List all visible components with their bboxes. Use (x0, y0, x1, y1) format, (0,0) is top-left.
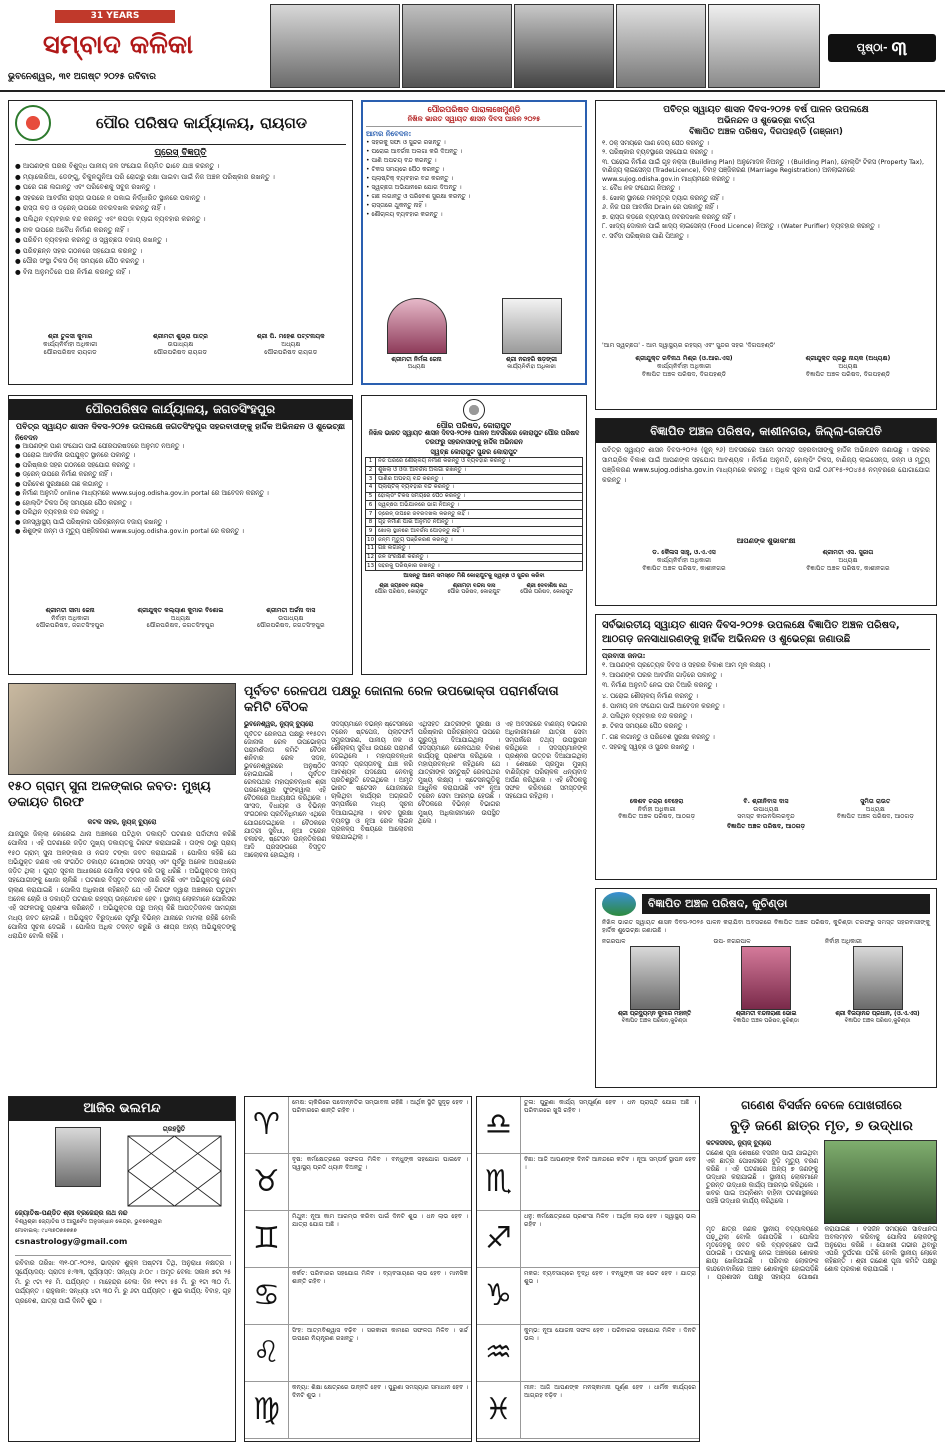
signature-role: ନିର୍ବାହୀ ଅଧିକାରୀ (637, 805, 676, 813)
news-ganesh (706, 1096, 937, 1442)
ad-koraput-motto: ସ୍ୱଚ୍ଛ କୋରାପୁଟ ସୁନ୍ଦର କୋରାପୁଟ (430, 447, 518, 456)
horoscope-text: ଧନୁ: କର୍ମକ୍ଷେତ୍ରରେ ପ୍ରଶଂସା ମିଳିବ । ଆର୍ଥିକ ଲାଭ ହେବ । ସ୍ୱାସ୍ଥ୍ୟ ଭଲ ରହିବ । (524, 1213, 696, 1229)
table-cell-index: 8 (366, 518, 376, 527)
list-item: ● ରାସ୍ତା କଡ଼ ଓ ଡ୍ରେନ୍ ଉପରେ ଜବରଦଖଲ କରନ୍ତୁ ନାହିଁ । (15, 204, 166, 213)
list-item: • ସହରକୁ ସଫା ଓ ସୁନ୍ଦର ରଖନ୍ତୁ । (366, 138, 446, 146)
signature-name: ଶ୍ରୀଯୁକ୍ତ ରବିନାଥ ମିଶ୍ର (ଓ.ଆର.ଏସ) (635, 355, 733, 363)
signature-name: ଶ୍ରୀମତୀ ଏସ. ସୁଜାତା (822, 549, 874, 557)
signature-org: ବିଜ୍ଞାପିତ ଅଞ୍ଚଳ ପରିଷଦ, କାଶୀନଗର (806, 564, 890, 572)
ad-digapahandi-title: ପବିତ୍ର ସ୍ୱାୟତ ଶାସନ ଦିବସ-୨୦୨୫ ବର୍ଷ ପାଳନ ଉପଲକ୍ଷେ (663, 105, 869, 115)
signature-org: ପୌରପରିଷଦ ରାୟଗଡ (264, 348, 318, 356)
ad-athgarh (595, 614, 937, 880)
table-row (366, 457, 583, 466)
ad-rayagada-signatures (15, 333, 346, 356)
ad-center-notice (361, 100, 587, 385)
list-item: ● ବିନା ଅନୁମତିରେ ଘର ନିର୍ମାଣ କରନ୍ତୁ ନାହିଁ । (15, 267, 131, 276)
table-cell-text: ହୋଲ୍ଡିଂ ଟିକସ ସମୟରେ ପୈଠ କରନ୍ତୁ । (376, 492, 583, 501)
ad-center-right-name: ଶ୍ରୀ ନରହରି ଷଡ଼ଙ୍ଗୀ (506, 356, 557, 363)
railway-byline: ଭୁବନେଶ୍ୱର, ନ୍ୟୁଜ୍ ବ୍ୟୁରୋ (244, 721, 314, 728)
signature-block (236, 333, 346, 356)
planet-chart (127, 1135, 222, 1207)
ad-kashinagar-body: ପବିତ୍ର ସ୍ୱାୟତ ଶାସନ ଦିବସ-୨୦୨୫ (ଜୁନ୍ ୨୬) ଅବସରରେ ଆମେ ସମସ୍ତ ସହରବାସୀଙ୍କୁ ହାର୍ଦ୍ଦିକ ଅଭିନନ୍ଦନ ଜଣାଉଛୁ । ସହରର ସାମଗ୍ରିକ ବିକାଶ ପାଇଁ ଆପଣଙ୍କ ସହଯୋଗ ଆବଶ୍ୟକ । ନିର୍ମାଣ ଅନୁମତି, ହୋଲ୍ଡିଂ ଟିକସ, ବାଣିଜ୍ୟ ଲାଇସେନ୍ସ, ଜନ୍ମ ଓ ମୃତ୍ୟୁ ପଞ୍ଜିକରଣ www.sujog.odisha.gov.in ମାଧ୍ୟମରେ କରନ୍ତୁ । ଅଧିକ ସୂଚନା ପାଇଁ ୦୬୮୧୫-୨୦୪୫୫ ନମ୍ବରରେ ଯୋଗାଯୋଗ କରନ୍ତୁ । (602, 446, 930, 485)
signature-block (15, 333, 125, 356)
signature-org: ପୌରପରିଷଦ ରାୟଗଡ (153, 348, 208, 356)
signature-role: ଉପାଧ୍ୟକ୍ଷ (753, 805, 779, 813)
ad-digapahandi-items (602, 140, 930, 340)
list-item: ● ସହରରେ ଆବର୍ଜନା ରାସ୍ତା ଉପରେ ନ ପକାଇ ନିର୍ଦ୍ଧାରିତ ସ୍ଥାନରେ ପକାନ୍ତୁ । (15, 193, 206, 202)
table-row (366, 536, 583, 545)
panchang-text: ରବିବାର ତାରିଖ: ୩୧-୦୮-୨୦୨୫, ଭାଦ୍ରବ ଶୁକ୍ଳ ଅଷ୍ଟମୀ ତିଥି, ଅନୁରାଧା ନକ୍ଷତ୍ର । ସୂର୍ଯ୍ୟୋଦୟ: ପ୍ରାତଃ ୫:୩୩, ସୂର୍ଯ୍ୟାସ୍ତ: ସନ୍ଧ୍ୟା ୬:୦୯ । ଅମୃତ ବେଳା: ସକାଳ ୭ଟା ୨୫ ମି. ରୁ ୯ଟା ୧୫ ମି. ପର୍ଯ୍ୟନ୍ତ । ମାହେନ୍ଦ୍ର ବେଳା: ଦିନ ୧୧ଟା ୫୫ ମି. ରୁ ୧ଟା ୩୦ ମି. ପର୍ଯ୍ୟନ୍ତ । ରାହୁକାଳ: ସନ୍ଧ୍ୟା ୪ଟା ୩୦ ମି. ରୁ ୬ଟା ପର୍ଯ୍ୟନ୍ତ । ଶୁଭ କାର୍ଯ୍ୟ: ବିବାହ, ଗୃହ ପ୍ରବେଶ, ଯାତ୍ରା ପାଇଁ ଦିନଟି ଶୁଭ । (15, 1255, 231, 1437)
horoscope-text: ବୃଷ: କର୍ମକ୍ଷେତ୍ରରେ ସଫଳତା ମିଳିବ । ବନ୍ଧୁଙ୍କ ସହଯୋଗ ପାଇବେ । ସ୍ୱାସ୍ଥ୍ୟ ପ୍ରତି ଧ୍ୟାନ ଦିଅନ୍ତୁ । (292, 1156, 468, 1172)
ganesh-headline-2: ବୁଡ଼ି ଜଣେ ଛାତ୍ର ମୃତ, ୭ ଉଦ୍ଧାର (730, 1118, 913, 1134)
portrait-right (502, 298, 562, 354)
person-photo (853, 946, 903, 1010)
ad-center-right-role: କାର୍ଯ୍ୟନିର୍ବାହୀ ଅଧିକାରୀ (507, 363, 556, 370)
person-org: ବିଜ୍ଞାପିତ ଅଞ୍ଚଳ ପରିଷଦ,କୁଚିଣ୍ଡା (621, 1018, 688, 1025)
person-photo (630, 946, 680, 1010)
person-card (602, 938, 707, 1025)
ତୁଳା-sign-icon: ♎ (477, 1097, 521, 1153)
signature-role: କାର୍ଯ୍ୟନିର୍ବାହୀ ଅଧିକାରୀ (657, 556, 711, 564)
person-photo (741, 946, 791, 1010)
list-item: ୫. ପାନୀୟ ଜଳ ସଂଯୋଗ ପାଇଁ ଆବେଦନ କରନ୍ତୁ । (602, 701, 725, 710)
signature-org: ବିଜ୍ଞାପିତ ଅଞ୍ଚଳ ପରିଷଦ, ଦିଗପହଣ୍ଡି (805, 370, 891, 378)
signature-org: ବିଜ୍ଞାପିତ ଅଞ୍ଚଳ ପରିଷଦ, ଆଠଗଡ଼ (836, 813, 914, 821)
list-item: ● ହୋଲ୍ଡିଂ ଟିକସ ଠିକ୍ ସମୟରେ ପୈଠ କରନ୍ତୁ । (15, 499, 132, 507)
municipal-logo-icon (15, 105, 51, 141)
list-item: ୬. ପଲିଥିନ ବ୍ୟବହାର ବନ୍ଦ କରନ୍ତୁ । (602, 712, 693, 721)
list-item: ୩. ଘରୋଇ ନିର୍ମାଣ ପାଇଁ ଗୃହ ନକ୍ସା (Building Plan) ଅନୁମୋଦନ ନିଅନ୍ତୁ । (Building Plan), ହୋଲ୍ଡିଂ ଟିକସ (Property Tax), ବାଣିଜ୍ୟ ଲାଇସେନ୍ସ (TradeLicence), ବିବାହ ପଞ୍ଜିକରଣ (Marriage Registration) ଅନଲାଇନରେ www.sujog.odisha.gov.in ମାଧ୍ୟମରେ କରନ୍ତୁ । (602, 158, 924, 183)
signature-block (15, 607, 125, 630)
signature-block (125, 607, 235, 630)
horoscope-row (245, 1268, 471, 1325)
signature-block (602, 549, 766, 572)
person-org: ବିଜ୍ଞାପିତ ଅଞ୍ଚଳ ପରିଷଦ,କୁଚିଣ୍ଡା (733, 1018, 799, 1025)
dateline: ଭୁବନେଶ୍ୱର, ୩୧ ଅଗଷ୍ଟ ୨୦୨୫ ରବିବାର (8, 72, 156, 82)
ad-kuchinda (595, 888, 937, 1088)
signature-block (125, 333, 235, 356)
astrologer-phone: ମୋବାଇଲ୍: ୯୪୩୭୦୭୭୭୭୭ (15, 1228, 77, 1234)
ମିଥୁନ-sign-icon: ♊ (245, 1211, 289, 1267)
signature-name: ଶ୍ରୀମତୀ ଅର୍ଚ୍ଚନା ଦାସ (266, 606, 316, 614)
table-cell-index: 6 (366, 501, 376, 510)
person-name: ଶ୍ରୀ ପ୍ରଦ୍ୟୁମ୍ନ କୁମାର ମହାନ୍ତି (617, 1011, 692, 1017)
banner-photo-craft (514, 4, 614, 88)
kuchinda-logo-icon (602, 892, 636, 916)
horoscope-row (245, 1154, 471, 1211)
astrologer-detail: ବିଶ୍ୱଶ୍ରୀ ଜ୍ୟୋତିଷ ଓ ଆୟୁର୍ବେଦ ଅନୁସନ୍ଧାନ କେନ୍ଦ୍ର, ଭୁବନେଶ୍ୱର (15, 1219, 162, 1225)
banner-photo-bridge (708, 4, 820, 88)
list-item: ୧. ଠିକ୍ ସମୟରେ ପାଣି ଦେୟ ପୈଠ କରନ୍ତୁ । (602, 139, 709, 147)
signature-block (821, 798, 930, 821)
list-item: • ରାସ୍ତାରେ ଥୁକନ୍ତୁ ନାହିଁ । (366, 202, 427, 210)
banner-photo-children (402, 4, 512, 88)
horoscope-row (245, 1097, 471, 1154)
horoscope-row (477, 1211, 699, 1268)
ad-koraput (361, 395, 587, 675)
ମକର-sign-icon: ♑ (477, 1268, 521, 1324)
list-item: ● ଡ୍ରେନ୍ ଉପରେ ନିର୍ମାଣ କରନ୍ତୁ ନାହିଁ । (15, 471, 113, 479)
ad-center-title: ନିଖିଳ ଭାରତ ସ୍ୱାୟତ ଶାସନ ଦିବସ ପାଳନ ୨୦୨୫ (366, 115, 582, 127)
list-item: ୩. ନିର୍ମାଣ ଅନୁମତି ନେଇ ଘର ତିଆରି କରନ୍ତୁ । (602, 681, 718, 690)
horoscope-title: ଆଜିର ଭଲମନ୍ଦ (9, 1097, 235, 1121)
signature-org: ପୌର ପରିଷଦ, କୋରାପୁଟ (447, 589, 501, 596)
signature-block (236, 607, 346, 630)
ad-athgarh-section: ପ୍ରବାସୀ ଜନତା: (602, 652, 646, 660)
ବୃଷ-sign-icon: ♉ (245, 1154, 289, 1210)
table-cell-text: ଶୁଖିଲା ଓ ଓଦା ଆବର୍ଜନା ଅଲଗା ରଖନ୍ତୁ । (376, 466, 583, 475)
ganesh-byline: କଟକସଦର, ନ୍ୟୁଜ୍ ବ୍ୟୁରୋ (706, 1140, 772, 1147)
signature-name: ଶ୍ରୀ ପି. ମହେଶ ପଟ୍ଟନାୟକ (256, 333, 325, 341)
ad-rayagada-subtitle: ପ୍ରେସ୍ ବିଜ୍ଞପ୍ତି (154, 148, 207, 158)
railway-col-2: ସଦସ୍ୟମାନେ ବିଭିନ୍ନ ଷ୍ଟେସନରେ ଟ୍ରେନ ଷ୍ଟପେଜ, ପ୍ଲାଟଫର୍ମ ସମ୍ପ୍ରସାରଣ, ପାନୀୟ ଜଳ ଓ ଶୌଚାଳୟ ସୁବିଧା ଉପରେ ପରାମର୍ଶ ଦେଇଥିଲେ । ମହାପ୍ରବନ୍ଧକ ସମସ୍ତ ପ୍ରସ୍ତାବକୁ ଯାଞ୍ଚ କରି ଆବଶ୍ୟକ ପଦକ୍ଷେପ ନେବାକୁ ପ୍ରତିଶ୍ରୁତି ଦେଇଥିଲେ । ଅମୃତ ଭାରତ ଷ୍ଟେସନ ଯୋଜନାରେ ଚାଲିଥିବା କାର୍ଯ୍ୟର ଅଗ୍ରଗତି ସମ୍ପର୍କରେ ମଧ୍ୟ ସୂଚନା ଦିଆଯାଇଥିଲା । କବଚ ସୁରକ୍ଷା ବ୍ୟବସ୍ଥା ଓ ନୂଆ ରେଳ ଲାଇନ ପ୍ରକଳ୍ପ ବିଷୟରେ ଆଲୋଚନା କରାଯାଇଥିଲା । (331, 721, 413, 841)
list-item: ୭. ରାସ୍ତା କଡ଼ରେ ବ୍ୟବସାୟ ଜବରଦଖଲ କରନ୍ତୁ ନାହିଁ । (602, 213, 736, 221)
list-item: • ଶୌଚାଳୟ ବ୍ୟବହାର କରନ୍ତୁ । (366, 211, 443, 219)
ad-jagatsinghpur-items (15, 443, 346, 603)
arrest-byline: କଟକ ସହର, ନ୍ୟୁଜ୍ ବ୍ୟୁରୋ (87, 818, 157, 826)
signature-role: ନିର୍ବାହୀ ଅଧିକାରୀ (51, 614, 90, 622)
signature-block (365, 583, 438, 597)
page-label: ପୃଷ୍ଠା- (856, 41, 888, 55)
horoscope-text: କୁମ୍ଭ: ନୂଆ ଯୋଜନା ସଫଳ ହେବ । ପରିବାରର ସହଯୋଗ ମିଳିବ । ଦିନଟି ଭଲ । (524, 1327, 696, 1343)
ସିଂହ-sign-icon: ♌ (245, 1325, 289, 1381)
railway-col-4: ଏହି ଅବସରରେ ବାଣିଜ୍ୟ ବିଭାଗର ଅଧିକାରୀମାନେ ଯାତ୍ରୀ ସେବା ସମ୍ପର୍କରେ ତଥ୍ୟ ଉପସ୍ଥାପନ କରିଥିଲେ । ସଦସ୍ୟମାନଙ୍କ ପ୍ରଶ୍ନର ଉତ୍ତର ଦିଆଯାଇଥିଲା । ଶେଷରେ ପ୍ରମୁଖ ମୁଖ୍ୟ ବାଣିଜ୍ୟିକ ପରିଚାଳକ ଧନ୍ୟବାଦ ଅର୍ପଣ କରିଥିଲେ । ଏହି ବୈଠକକୁ ସଫଳ କରିବାରେ ସମସ୍ତଙ୍କ ସହଯୋଗ ରହିଥିଲା । (505, 721, 587, 801)
ad-koraput-table (365, 457, 583, 571)
horoscope-signs-right (476, 1096, 700, 1442)
list-item: • ଟିକସ ସମୟରେ ପୈଠ କରନ୍ତୁ । (366, 165, 445, 173)
horoscope-text: ବିଛା: ଆଜି ଆପଣଙ୍କ ଦିନଟି ଆନନ୍ଦରେ କଟିବ । ନୂଆ ସମ୍ପର୍କ ସ୍ଥାପନ ହେବ । (524, 1156, 696, 1172)
horoscope-signs-left (244, 1096, 472, 1442)
signature-name: ସୁମିତା ରାଉତ (860, 797, 891, 805)
page-number: ୩ (891, 35, 908, 60)
ganesh-body-2: ମୃତ ଛାତ୍ର ଜଣକ ସ୍ଥାନୀୟ ବିଦ୍ୟାଳୟରେ ପଢ଼ୁଥିଲା ବୋଲି ଜଣାପଡ଼ିଛି । ପୋଲିସ ମୃତଦେହକୁ ଜବତ କରି ବ୍ୟବଚ୍ଛେଦ ପାଇଁ ପଠାଇଛି । ଘଟଣାକୁ ନେଇ ଅଞ୍ଚଳରେ ଶୋକର ଛାୟା ଖେଳିଯାଇଛି । ପରିବାର ଲୋକଙ୍କ କାନ୍ଦବୋବାଳିରେ ଅଞ୍ଚଳ ଶୋକାକୁଳ ହୋଇପଡ଼ିଛି । ପ୍ରଶାସନ ପକ୍ଷରୁ ସହାୟତା ଘୋଷଣା କରାଯାଇଛି । ବିସର୍ଜନ ସମୟରେ ସାବଧାନତା ଅବଲମ୍ବନ କରିବାକୁ ପୋଲିସ ଲୋକଙ୍କୁ ଅନୁରୋଧ କରିଛି । ପୋଖରୀ ଗଭୀର ଥିବାରୁ ଏପରି ଦୁର୍ଘଟଣା ଘଟିଛି ବୋଲି ସ୍ଥାନୀୟ ଲୋକେ କହିଛନ୍ତି । ଶ୍ରୀ ଗଣେଶ ପୂଜା କମିଟି ପକ୍ଷରୁ ଶୋକ ପ୍ରକାଶ କରାଯାଇଛି । (706, 1226, 937, 1282)
horoscope-row (477, 1154, 699, 1211)
arrest-body: ଯାଜପୁର ଜିଲ୍ଲା କୋରେଇ ଥାନା ଅଞ୍ଚଳରେ ଘଟିଥିବା ଡକାୟତି ଘଟଣାର ପର୍ଦ୍ଦାଫାସ କରିଛି ପୋଲିସ । ଏହି ଘଟଣାରେ ଜଡ଼ିତ ମୁଖ୍ୟ ଡକାୟତକୁ ଗିରଫ କରାଯାଇଛି । ତାଙ୍କ ଠାରୁ ପ୍ରାୟ ୧୫୦ ଗ୍ରାମ୍ ସୁନା ଅଳଙ୍କାର ଓ ନଗଦ ଟଙ୍କା ଜବତ କରାଯାଇଛି । ପୋଲିସ କହିଛି ଯେ ଅଭିଯୁକ୍ତ ଜଣକ ଏକ ସଂଗଠିତ ଡକାୟତ ଗୋଷ୍ଠୀର ସଦସ୍ୟ ଏବଂ ପୂର୍ବରୁ ଅନେକ ଅପରାଧରେ ଜଡ଼ିତ ଥିଲା । ଗୁପ୍ତ ସୂଚନା ଆଧାରରେ ପୋଲିସ ଚଢ଼ଉ କରି ତାକୁ ଧରିଛି । ଅଭିଯୁକ୍ତର ଅନ୍ୟ ସହଯୋଗୀଙ୍କୁ ଖୋଜା ଚାଲିଛି । ଘଟଣାର ବିସ୍ତୃତ ତଦନ୍ତ ଜାରି ରହିଛି ଏବଂ ଅଭିଯୁକ୍ତକୁ କୋର୍ଟ ଚାଲାଣ କରାଯାଇଛି । ପୋଲିସ ଅଧିକାରୀ କହିଛନ୍ତି ଯେ ଏହି ଗିରଫ ଦ୍ୱାରା ଅଞ୍ଚଳରେ ଘଟୁଥିବା ଅନେକ ଚୋରି ଓ ଡକାୟତି ଘଟଣାର ରହସ୍ୟ ଉନ୍ମୋଚନ ହେବ । ସ୍ଥାନୀୟ ଲୋକମାନେ ପୋଲିସର ଏହି ସଫଳତାକୁ ପ୍ରଶଂସା କରିଛନ୍ତି । ଅଭିଯୁକ୍ତର ଘରୁ ଅନ୍ୟ କିଛି ଆପତ୍ତିଜନକ ସାମଗ୍ରୀ ମଧ୍ୟ ଜବତ ହୋଇଛି । ଅଭିଯୁକ୍ତ ବିରୁଦ୍ଧରେ ପୂର୍ବରୁ ବିଭିନ୍ନ ଥାନାରେ ମାମଲା ରହିଛି ବୋଲି ପୋଲିସ ସୂଚନା ଦେଇଛି । ପୋଲିସ ଅଧିକ ତଦନ୍ତ କରୁଛି ଓ ଶୀଘ୍ର ଅନ୍ୟ ଅଭିଯୁକ୍ତଙ୍କୁ ଧରାଯିବ ବୋଲି କହିଛି । (8, 830, 236, 941)
signature-name: ଶ୍ରୀମତୀ ସୀମା ଜେନା (45, 606, 95, 614)
table-cell-text: ସହରକୁ ପରିଷ୍କାର ରଖନ୍ତୁ । (376, 562, 583, 571)
ad-koraput-footer: ଆସନ୍ତୁ ଆମେ ସମସ୍ତେ ମିଶି କୋରାପୁଟକୁ ସ୍ୱଚ୍ଛ ଓ ସୁନ୍ଦର କରିବା (403, 572, 545, 579)
signature-org: ବିଜ୍ଞାପିତ ଅଞ୍ଚଳ ପରିଷଦ, ଆଠଗଡ଼ (618, 813, 696, 821)
table-row (366, 562, 583, 571)
ganesh-photo (824, 1140, 937, 1224)
page-number-badge (828, 34, 936, 62)
signature-org: ପୌରପରିଷଦ, ଜଗତସିଂହପୁର (146, 622, 215, 630)
ad-kashinagar-title: ବିଜ୍ଞାପିତ ଅଞ୍ଚଳ ପରିଷଦ, କାଶୀନଗର, ଜିଲ୍ଲା-ଗଜପତି (596, 419, 936, 443)
ad-jagatsinghpur-subtitle: ପବିତ୍ର ସ୍ୱାୟତ ଶାସନ ଦିବସ-୨୦୨୫ ଉପଲକ୍ଷେ ଜଗତସିଂହପୁର ସହରବାସୀଙ୍କୁ ହାର୍ଦ୍ଦିକ ଅଭିନନ୍ଦନ ଓ ଶୁଭେଚ୍ଛା (16, 422, 345, 431)
years-badge: 31 YEARS (55, 10, 175, 23)
table-cell-text: ଜଳ ସଂରକ୍ଷଣ କରନ୍ତୁ । (376, 553, 583, 562)
ganesh-body-1: ଗଣେଶ ପୂଜା ଶେଷରେ ବିସର୍ଜନ ପାଇଁ ଯାଇଥିବା ଏକ ଛାତ୍ର ପୋଖରୀରେ ବୁଡ଼ି ମୃତ୍ୟୁ ବରଣ କରିଛି । ଏହି ଘଟଣାରେ ଅନ୍ୟ ୭ ଜଣଙ୍କୁ ଉଦ୍ଧାର କରାଯାଇଛି । ସ୍ଥାନୀୟ ଲୋକମାନେ ତୁରନ୍ତ ଉଦ୍ଧାର କାର୍ଯ୍ୟ ଆରମ୍ଭ କରିଥିଲେ । ଖବର ପାଇ ଅଗ୍ନିଶମ ବାହିନୀ ଘଟଣାସ୍ଥଳରେ ପହଞ୍ଚି ଉଦ୍ଧାର କାର୍ଯ୍ୟ କରିଥିଲେ । (706, 1150, 818, 1206)
signature-name: ଡ. କୈଳାସ ସାହୁ, ଓ.ଏ.ଏସ (652, 549, 716, 557)
list-item: ୪. ଘରୋଇ ଶୌଚାଳୟ ନିର୍ମାଣ କରନ୍ତୁ । (602, 691, 698, 700)
table-cell-index: 1 (366, 457, 376, 466)
table-cell-index: 10 (366, 536, 375, 543)
list-item: ୫. ଖୋଲା ସ୍ଥାନରେ ମଳମୂତ୍ର ତ୍ୟାଗ କରନ୍ତୁ ନାହିଁ । (602, 194, 724, 202)
signature-block (766, 549, 930, 572)
signature-role: ଅଧ୍ୟକ୍ଷ (865, 805, 885, 813)
list-item: • ଘରୋଇ ଆବର୍ଜନା ଅଲଗା କରି ଦିଅନ୍ତୁ । (366, 147, 463, 155)
ad-center-section: ଆମର ନିବେଦନ: (366, 129, 412, 138)
table-cell-index: 4 (366, 483, 376, 492)
କୁମ୍ଭ-sign-icon: ♒ (477, 1325, 521, 1381)
ad-digapahandi-signatures (602, 355, 930, 378)
list-item: ● ପୌର ସଂସ୍ଥା ଟିକସ ଠିକ୍ ସମୟରେ ପୈଠ କରନ୍ତୁ । (15, 257, 145, 266)
table-cell-text: ସ୍ୱଚ୍ଛତା ଅଭିଯାନରେ ଭାଗ ନିଅନ୍ତୁ । (376, 501, 583, 510)
କନ୍ୟା-sign-icon: ♍ (245, 1382, 289, 1438)
person-name: ଶ୍ରୀ ବିଜୟାନନ୍ଦ ପ୍ରଧାନ, (ଓ.ଏ.ଏସ) (835, 1011, 920, 1017)
ଧନୁ-sign-icon: ♐ (477, 1211, 521, 1267)
list-item: ● ଶିଶୁଙ୍କ ଜନ୍ମ ଓ ମୃତ୍ୟୁ ପଞ୍ଜିକରଣ www.sujog.odisha.gov.in portal ରେ କରନ୍ତୁ । (15, 528, 244, 536)
table-cell-index: 2 (366, 466, 376, 475)
table-row (366, 475, 583, 484)
list-item: ୯. ସର୍ବଦା ପରିଷ୍କାର ପାଣି ପିଅନ୍ତୁ । (602, 232, 689, 240)
signature-org: ପୌରପରିଷଦ ରାୟଗଡ (43, 348, 97, 356)
ad-jagatsinghpur-signatures (15, 607, 346, 630)
horoscope-text: ତୁଳା: ପୁରୁଣା କାର୍ଯ୍ୟ ସମ୍ପୂର୍ଣ୍ଣ ହେବ । ଧନ ପ୍ରାପ୍ତି ଯୋଗ ଅଛି । ପରିବାରରେ ଖୁସି ରହିବ । (524, 1099, 696, 1115)
ad-center-header: ପୌରପରିଷଦ ପାରାଳାଖେମୁଣ୍ଡି (427, 105, 521, 114)
table-cell-index: 7 (366, 510, 376, 519)
horoscope-row (477, 1268, 699, 1325)
ad-koraput-signatures (365, 583, 583, 597)
signature-org: ସମସ୍ତ କାଉନସିଲରବୃନ୍ଦ (737, 813, 795, 821)
list-item: ● ଆପଣଙ୍କ ଘରର ବିଶୁଦ୍ଧ ପାନୀୟ ଜଳ ସଂଯୋଗ ନିୟମିତ ଭାବେ ଯାଞ୍ଚ କରନ୍ତୁ । (15, 162, 220, 171)
chart-caption: ଗ୍ରହସ୍ଥିତି (162, 1125, 186, 1133)
list-item: • ପ୍ଲାଷ୍ଟିକ୍ ବ୍ୟବହାର ବନ୍ଦ କରନ୍ତୁ । (366, 174, 454, 182)
portrait-left (387, 298, 447, 354)
list-item: • ସ୍ୱଚ୍ଛତା ଅଭିଯାନରେ ଯୋଗ ଦିଅନ୍ତୁ । (366, 183, 462, 191)
horoscope-row (477, 1382, 699, 1439)
ganesh-headline-1: ଗଣେଶ ବିସର୍ଜନ ବେଳେ ପୋଖରୀରେ (741, 1098, 902, 1112)
astrologer-photo (55, 1127, 101, 1187)
table-cell-text: ଗୃହ ନିର୍ମାଣ ପାଇଁ ଅନୁମତି ନିଅନ୍ତୁ । (376, 518, 583, 527)
table-row (366, 483, 583, 492)
ad-kashinagar-greeting: ଆପଣଙ୍କ ଶୁଭାକାଂକ୍ଷୀ (736, 537, 796, 546)
list-item: ● ପଲିଥିନ ବ୍ୟବହାର ବନ୍ଦ କରନ୍ତୁ । (15, 509, 104, 517)
horoscope-row (477, 1097, 699, 1154)
horoscope-text: ସିଂହ: ଆତ୍ମବିଶ୍ୱାସ ବଢ଼ିବ । ସରକାରୀ କାମରେ ସଫଳତା ମିଳିବ । ଖର୍ଚ୍ଚ ଉପରେ ନିୟନ୍ତ୍ରଣ ରଖନ୍ତୁ । (292, 1327, 468, 1343)
table-cell-index: 9 (366, 527, 376, 536)
signature-block (766, 355, 930, 378)
arrest-photo (8, 683, 236, 775)
signature-name: ଶ୍ରୀଯୁକ୍ତ କଲ୍ୟାଣ କୁମାର ବିଶୋଇ (137, 606, 224, 614)
ad-rayagada-title: ପୌର ପରିଷଦ କାର୍ଯ୍ୟାଳୟ, ରାୟଗଡ (95, 113, 308, 132)
ad-kuchinda-title: ବିଜ୍ଞାପିତ ଅଞ୍ଚଳ ପରିଷଦ, କୁଚିଣ୍ଡା (642, 894, 930, 914)
list-item: ● ନାଳ ଉପରେ ଅବୈଧ ନିର୍ମାଣ କରନ୍ତୁ ନାହିଁ । (15, 225, 129, 234)
signature-org: ପୌର ପରିଷଦ, କୋରାପୁଟ (520, 589, 574, 596)
signature-role: ଅଧ୍ୟକ୍ଷ (170, 614, 191, 622)
ad-koraput-title: ନିଖିଳ ଭାରତ ସ୍ୱାୟତ ଶାସନ ଦିବସ-୨୦୨୫ ପାଳନ ଅବସରରେ କୋରାପୁଟ ପୌର ପରିଷଦ ତରଫରୁ ସହରବାସୀଙ୍କୁ ହାର୍ଦ୍ଦିକ ଅଭିନନ୍ଦନ (368, 430, 580, 446)
ad-rayagada-items (15, 162, 346, 327)
person-card (714, 938, 819, 1025)
signature-name: କେଶବ ଚନ୍ଦ୍ର ବେହେରା (629, 797, 684, 805)
railway-headline: ପୂର୍ବତଟ ରେଳପଥ ପକ୍ଷରୁ ଜୋନାଲ ରେଳ ଉପଭୋକ୍ତା ପରାମର୍ଶଦାତା କମିଟି ବୈଠକ (244, 683, 559, 715)
table-cell-text: ନିଜ ଘରରେ ଶୌଚାଳୟ ନିର୍ମାଣ କରନ୍ତୁ ଓ ବ୍ୟବହାର କରନ୍ତୁ । (376, 457, 583, 466)
ମୀନ-sign-icon: ♓ (477, 1382, 521, 1438)
list-item: ● ପରିବେଶ ସୁରକ୍ଷାରେ ଗଛ ଲଗାନ୍ତୁ । (15, 480, 108, 488)
table-row (366, 501, 583, 510)
list-item: ୨. ପରିଷ୍କାର ବ୍ୟବସ୍ଥାରେ ସହଯୋଗ କରନ୍ତୁ । (602, 149, 713, 156)
ad-athgarh-title: ସର୍ବଭାରତୀୟ ସ୍ୱାୟତ ଶାସନ ଦିବସ-୨୦୨୫ ଉପଲକ୍ଷେ ବିଜ୍ଞାପିତ ଅଞ୍ଚଳ ପରିଷଦ, ଆଠଗଡ଼ ଜନସାଧାରଣଙ୍କୁ ହାର୍ଦ୍ଦିକ ଅଭିନନ୍ଦନ ଓ ଶୁଭେଚ୍ଛା ଜଣାଉଛି (602, 619, 930, 650)
horoscope-text: ମକର: ବ୍ୟବସାୟରେ ବୃଦ୍ଧି ହେବ । ବନ୍ଧୁଙ୍କ ସହ ଭେଟ ହେବ । ଯାତ୍ରା ଶୁଭ । (524, 1270, 696, 1286)
horoscope-row (245, 1211, 471, 1268)
signature-block (711, 798, 820, 821)
signature-role: କାର୍ଯ୍ୟନିର୍ବାହୀ ଅଧିକାରୀ (43, 341, 98, 348)
ad-kashinagar-signatures (602, 549, 930, 572)
person-title: ନିର୍ବାହୀ ଅଧିକାରୀ (825, 937, 862, 945)
ad-kashinagar (595, 418, 937, 606)
ad-center-left-role: ଅଧ୍ୟକ୍ଷ (407, 363, 426, 370)
horoscope-panel (8, 1096, 236, 1442)
signature-name: ଶ୍ରୀ ଜୟଦେବ ନାୟକ (379, 582, 424, 589)
ad-digapahandi-subtitle: ଅଭିନନ୍ଦନ ଓ ଶୁଭେଚ୍ଛା ବାର୍ତ୍ତା (717, 116, 815, 127)
list-item: ● ନିର୍ମାଣ ଅନୁମତି online ମାଧ୍ୟମରେ www.sujog.odisha.gov.in portal ରେ ଆବେଦନ କରନ୍ତୁ । (15, 490, 269, 498)
table-row (366, 544, 583, 553)
astrologer-name: ଜ୍ୟୋତିଷ-ପଣ୍ଡିତ ଶ୍ରୀ ବ୍ରଜେନ୍ଦ୍ର ନାଥ ନନ୍ଦ (15, 1209, 128, 1217)
signature-role: ଅଧ୍ୟକ୍ଷ (281, 341, 301, 348)
railway-col-1: ପୂର୍ବତଟ ରେଳପଥ ପକ୍ଷରୁ ୧୧୫ତମ ଜୋନାଲ ରେଳ ଉପଭୋକ୍ତା ପରାମର୍ଶଦାତା କମିଟି ବୈଠକ ଶନିବାର ରେଳ ସଦନ, ଭୁବନେଶ୍ୱରରେ ଅନୁଷ୍ଠିତ ହୋଇଯାଇଛି । ପୂର୍ବତଟ ରେଳପଥର ମହାପ୍ରବନ୍ଧକ ଶ୍ରୀ ପରମେଶ୍ୱର ଫୁଙ୍କୱାଲ ଏହି ବୈଠକରେ ଅଧ୍ୟକ୍ଷତା କରିଥିଲେ । ସାଂସଦ, ବିଧାୟକ ଓ ବିଭିନ୍ନ ସଂଗଠନର ପ୍ରତିନିଧିମାନେ ଏଥିରେ ଯୋଗଦେଇଥିଲେ । ବୈଠକରେ ଯାତ୍ରୀ ସୁବିଧା, ନୂଆ ଟ୍ରେନ ଚଳାଚଳ, ଷ୍ଟେସନ ଉନ୍ନତିକରଣ ଆଦି ପ୍ରସଙ୍ଗରେ ବିସ୍ତୃତ ଆଲୋଚନା ହୋଇଥିଲା । (244, 731, 326, 859)
ad-jagatsinghpur (8, 395, 353, 675)
person-org: ବିଜ୍ଞାପିତ ଅଞ୍ଚଳ ପରିଷଦ,କୁଚିଣ୍ଡା (844, 1018, 911, 1025)
list-item: ୨. ଆପଣଙ୍କ ଘରର ଆବର୍ଜନା ଗାଡ଼ିରେ ପକାନ୍ତୁ । (602, 671, 722, 680)
signature-org: ବିଜ୍ଞାପିତ ଅଞ୍ଚଳ ପରିଷଦ, ଦିଗପହଣ୍ଡି (641, 370, 727, 378)
signature-block (602, 798, 711, 821)
signature-role: ଅଧ୍ୟକ୍ଷ (838, 363, 858, 370)
ad-digapahandi-slogan: 'ଆମ ସ୍ୱଚ୍ଛତା' - ଆମ ସ୍ୱାସ୍ଥ୍ୟର ରହସ୍ୟ ଏବଂ ସୁନ୍ଦର ସହର 'ଦିଗପହଣ୍ଡି' (602, 341, 776, 349)
ad-kuchinda-people (602, 938, 930, 1025)
list-item: ● ଘରୋଇ ଆବର୍ଜନା ଉପଯୁକ୍ତ ସ୍ଥାନରେ ପକାନ୍ତୁ । (15, 452, 135, 460)
signature-name: ଶ୍ରୀମତୀ ବନ୍ଦନା ଦାସ (452, 582, 496, 589)
list-item: • ଗଛ ଲଗାନ୍ତୁ ଓ ପରିବେଶ ସୁରକ୍ଷା କରନ୍ତୁ । (366, 193, 471, 201)
list-item: ● ମ୍ୟାଲେରିଆ, ଡେଙ୍ଗୁ, ଚିକୁନଗୁନିଆ ପରି ରୋଗରୁ ରକ୍ଷା ପାଇବା ପାଇଁ ନିଜ ଅଞ୍ଚଳ ପରିଷ୍କାର ରଖନ୍ତୁ । (15, 172, 275, 181)
table-cell-index: 5 (366, 492, 376, 501)
table-row (366, 553, 583, 562)
paper-name: ସମ୍ବାଦ କଳିକା (42, 30, 194, 60)
ମେଷ-sign-icon: ♈ (245, 1097, 289, 1153)
signature-role: ଉପାଧ୍ୟକ୍ଷ (278, 614, 304, 622)
list-item: ● ପରିଚ୍ଛନ୍ନ ସହର ଗଠନରେ ସହଯୋଗ କରନ୍ତୁ । (15, 246, 143, 255)
signature-block (510, 583, 583, 597)
horoscope-row (245, 1382, 471, 1439)
list-item: ୮. ଗଛ ଲଗାନ୍ତୁ ଓ ପରିବେଶ ସୁରକ୍ଷା କରନ୍ତୁ । (602, 732, 715, 741)
table-cell-index: 3 (366, 475, 376, 484)
signature-name: ଶ୍ରୀମତୀ ଶୁଭ୍ରା ପାତ୍ର (153, 333, 208, 341)
list-item: ● ପଲିଥିନ ବ୍ୟବହାର ବନ୍ଦ କରନ୍ତୁ ଏବଂ କପଡ଼ା ବ୍ୟାଗ ବ୍ୟବହାର କରନ୍ତୁ । (15, 214, 206, 223)
signature-org: ବିଜ୍ଞାପିତ ଅଞ୍ଚଳ ପରିଷଦ, କାଶୀନଗର (642, 564, 726, 572)
news-arrest (8, 683, 236, 1088)
list-item: ୪. ବୈଧ ନଳ ସଂଯୋଗ ନିଅନ୍ତୁ । (602, 185, 680, 192)
table-cell-text: ପ୍ଲାଷ୍ଟିକ୍ ବ୍ୟବହାର ବନ୍ଦ କରନ୍ତୁ । (376, 483, 583, 492)
masthead (0, 0, 945, 92)
table-row (366, 466, 583, 475)
table-cell-text: ଖୋଲା ସ୍ଥାନରେ ଆବର୍ଜନା ପୋଡ଼ନ୍ତୁ ନାହିଁ । (376, 527, 583, 536)
table-cell-text: ଡ୍ରେନ୍ ଉପରେ ଜବରଦଖଲ କରନ୍ତୁ ନାହିଁ । (376, 510, 583, 519)
list-item: ● ଆପଣଙ୍କ ପାଣି ସଂଯୋଗ ପାଇଁ ପୌରପରିଷଦରେ ଅନୁମତି ନିଅନ୍ତୁ । (15, 442, 185, 450)
horoscope-text: ମୀନ: ଆଜି ଆପଣଙ୍କ ମନସ୍କାମନା ପୂର୍ଣ୍ଣ ହେବ । ଧାର୍ମିକ କାର୍ଯ୍ୟରେ ଆଗ୍ରହ ବଢ଼ିବ । (524, 1384, 696, 1400)
list-item: ୭. ଟିକସ ସମୟରେ ପୈଠ କରନ୍ତୁ । (602, 722, 688, 731)
table-row (366, 527, 583, 536)
signature-role: କାର୍ଯ୍ୟନିର୍ବାହୀ ଅଧିକାରୀ (657, 363, 711, 370)
signature-role: ଅଧ୍ୟକ୍ଷ (838, 556, 858, 564)
signature-org: ପୌରପରିଷଦ, ଜଗତସିଂହପୁର (36, 622, 105, 630)
list-item: ୬. ନିଜ ଘର ଆବର୍ଜନା Drain ରେ ପକାନ୍ତୁ ନାହିଁ । (602, 204, 719, 211)
horoscope-text: ମିଥୁନ: ନୂଆ କାମ ଆରମ୍ଭ କରିବା ପାଇଁ ଦିନଟି ଶୁଭ । ଧନ ଲାଭ ହେବ । ଯାତ୍ରା ଯୋଗ ଅଛି । (292, 1213, 468, 1229)
signature-block (438, 583, 511, 597)
signature-role: ଉପାଧ୍ୟକ୍ଷ (167, 341, 194, 348)
ad-athgarh-signatures (602, 798, 930, 821)
table-row (366, 492, 583, 501)
ad-koraput-header: ପୌର ପରିଷଦ, କୋରାପୁଟ (436, 421, 512, 430)
news-railway (244, 683, 587, 1088)
list-item: ● ଘରେ ଗଛ ଲଗାନ୍ତୁ ଏବଂ ପରିବେଶକୁ ସବୁଜ ରଖନ୍ତୁ । (15, 183, 156, 192)
list-item: ୧. ଆପଣଙ୍କ ପ୍ରତ୍ୟେକ ଦିବସ ଓ ସହରର ବିକାଶ ଆମ ମୂଳ ଲକ୍ଷ୍ୟ । (602, 660, 771, 669)
ad-digapahandi (595, 100, 937, 410)
koraput-logo-icon (463, 399, 485, 421)
person-title: ଉପ- ନଗରପାଳ (713, 937, 751, 945)
ad-jagatsinghpur-title: ପୌରପରିଷଦ କାର୍ଯ୍ୟାଳୟ, ଜଗତସିଂହପୁର (9, 399, 352, 420)
signature-name: ଶ୍ରୀଯୁକ୍ତ ପ୍ରଭୁ ନାୟକ (ଅଧ୍ୟକ୍ଷ) (805, 355, 891, 363)
ବିଛା-sign-icon: ♏ (477, 1154, 521, 1210)
person-title: ନଗରପାଳ (602, 937, 626, 945)
table-cell-text: ଗଛ ଲଗାନ୍ତୁ । (376, 544, 583, 553)
ad-kuchinda-body: ନିଖିଳ ଭାରତ ସ୍ୱାୟତ ଶାସନ ଦିବସ-୨୦୨୫ ପାଳନ କରାଯିବା ଅବସରରେ ବିଜ୍ଞାପିତ ଅଞ୍ଚଳ ପରିଷଦ, କୁଚିଣ୍ଡା ତରଫରୁ ସମସ୍ତ ସହରବାସୀଙ୍କୁ ହାର୍ଦ୍ଦିକ ଶୁଭେଚ୍ଛା ଜଣାଉଛି । (602, 919, 930, 934)
railway-col-3: ଏଥିସହିତ ଯାତ୍ରୀଙ୍କ ସୁରକ୍ଷା ଓ ପରିଷ୍କାର ପରିଚ୍ଛନ୍ନତା ଉପରେ ଗୁରୁତ୍ୱ ଦିଆଯାଇଥିଲା । ସଦସ୍ୟମାନେ ରେଳପଥର ବିକାଶ କାର୍ଯ୍ୟକୁ ପ୍ରଶଂସା କରିଥିଲେ । ମହାପ୍ରବନ୍ଧକ କହିଥିଲେ ଯେ ଯାତ୍ରୀଙ୍କ ସନ୍ତୁଷ୍ଟି ରେଳପଥର ମୁଖ୍ୟ ଲକ୍ଷ୍ୟ । ଷ୍ଟେସନଗୁଡ଼ିକୁ ଆଧୁନିକ କରାଯାଉଛି ଏବଂ ନୂଆ ଟ୍ରେନ ସେବା ଆରମ୍ଭ ହେଉଛି । ବୈଠକରେ ବିଭିନ୍ନ ବିଭାଗର ମୁଖ୍ୟ ଅଧିକାରୀମାନେ ଉପସ୍ଥିତ ଥିଲେ । (418, 721, 500, 825)
list-item: • ପାଣି ଅପଚୟ ବନ୍ଦ କରନ୍ତୁ । (366, 156, 437, 164)
ad-athgarh-items (602, 661, 930, 793)
table-row (366, 518, 583, 527)
signature-name: ବି. ଶ୍ରୀନିବାସ ଦାସ (743, 797, 789, 805)
arrest-headline: ୧୫୦ ଗ୍ରାମ୍ ସୁନା ଅଳଙ୍କାର ଜବତ: ମୁଖ୍ୟ ଡକାୟତ ଗିରଫ (8, 778, 211, 809)
list-item: ୯. ସହରକୁ ସ୍ୱଚ୍ଛ ଓ ସୁନ୍ଦର ରଖନ୍ତୁ । (602, 743, 695, 751)
signature-org: ପୌର ପରିଷଦ, କୋରାପୁଟ (374, 589, 428, 596)
ad-center-left-name: ଶ୍ରୀମତୀ ନିର୍ମଳା ଜେନା (391, 356, 442, 363)
list-item: ୮. ଖାଦ୍ୟ ଦୋକାନ ପାଇଁ ଖାଦ୍ୟ ଲାଇସେନ୍ସ (Food Licence) ନିଅନ୍ତୁ । (Water Purifier) ବ୍ୟବହାର କରନ୍ତୁ । (602, 223, 880, 230)
banner-photo-temple (270, 4, 400, 88)
list-item: ● ପରିଚିମ ବ୍ୟବହାର କରନ୍ତୁ ଓ ସ୍ୱଚ୍ଛତା ବଜାୟ ରଖନ୍ତୁ । (15, 236, 168, 245)
person-name: ଶ୍ରୀମତୀ ବନ୍ଦନାରାଣୀ ଭୋଇ (735, 1011, 797, 1017)
astrologer-email[interactable]: csnastrology@gmail.com (15, 1237, 128, 1246)
table-cell-index: 11 (366, 545, 375, 552)
ad-athgarh-footer-org: ବିଜ୍ଞାପିତ ଅଞ୍ଚଳ ପରିଷଦ, ଆଠଗଡ଼ (726, 823, 806, 830)
table-cell-text: ପାଣିର ଅପଚୟ ବନ୍ଦ କରନ୍ତୁ । (376, 475, 583, 484)
signature-name: ଶ୍ରୀ ଦେବାଶିଷ ରଥ (526, 582, 567, 589)
list-item: ● ଜନସ୍ୱାସ୍ଥ୍ୟ ପାଇଁ ପରିଷ୍କାର ପରିଚ୍ଛନ୍ନତା ବଜାୟ ରଖନ୍ତୁ । (15, 518, 168, 526)
horoscope-text: କର୍କଟ: ପରିବାରର ସହଯୋଗ ମିଳିବ । ବ୍ୟବସାୟରେ ଲାଭ ହେବ । ମାନସିକ ଶାନ୍ତି ରହିବ । (292, 1270, 468, 1286)
table-cell-index: 13 (366, 562, 375, 569)
ad-center-items (366, 139, 582, 251)
person-card (825, 938, 930, 1025)
signature-block (602, 355, 766, 378)
ad-jagatsinghpur-section: ନିବେଦନ (15, 434, 38, 442)
list-item: ● ପରିଷ୍କାର ସହର ଗଠନରେ ସହଯୋଗ କରନ୍ତୁ । (15, 461, 135, 469)
table-cell-text: ଜନ୍ମ ମୃତ୍ୟୁ ପଞ୍ଜିକରଣ କରନ୍ତୁ । (376, 536, 583, 545)
horoscope-row (245, 1325, 471, 1382)
signature-name: ଶ୍ରୀ ତୁଳସୀ କୁମାର (47, 333, 93, 341)
ad-rayagada (8, 100, 353, 385)
table-row (366, 510, 583, 519)
horoscope-row (477, 1325, 699, 1382)
signature-org: ପୌରପରିଷଦ, ଜଗତସିଂହପୁର (256, 622, 325, 630)
horoscope-text: ମେଷ: ଚାକିରିରେ ପଦୋନ୍ନତିର ସମ୍ଭାବନା ରହିଛି । ଆର୍ଥିକ ସ୍ଥିତି ସୁଦୃଢ଼ ହେବ । ପରିବାରରେ ଶାନ୍ତି ରହିବ । (292, 1099, 468, 1115)
banner-photo-building (616, 4, 706, 88)
table-cell-index: 12 (366, 554, 375, 561)
horoscope-text: କନ୍ୟା: ଶିକ୍ଷା କ୍ଷେତ୍ରରେ ଉନ୍ନତି ହେବ । ପୁରୁଣା ସମସ୍ୟାର ସମାଧାନ ହେବ । ଦିନଟି ଶୁଭ । (292, 1384, 468, 1400)
କର୍କଟ-sign-icon: ♋ (245, 1268, 289, 1324)
ad-digapahandi-org: ବିଜ୍ଞାପିତ ଅଞ୍ଚଳ ପରିଷଦ, ଦିଗପହଣ୍ଡି (ଗଞ୍ଜାମ) (689, 126, 843, 137)
